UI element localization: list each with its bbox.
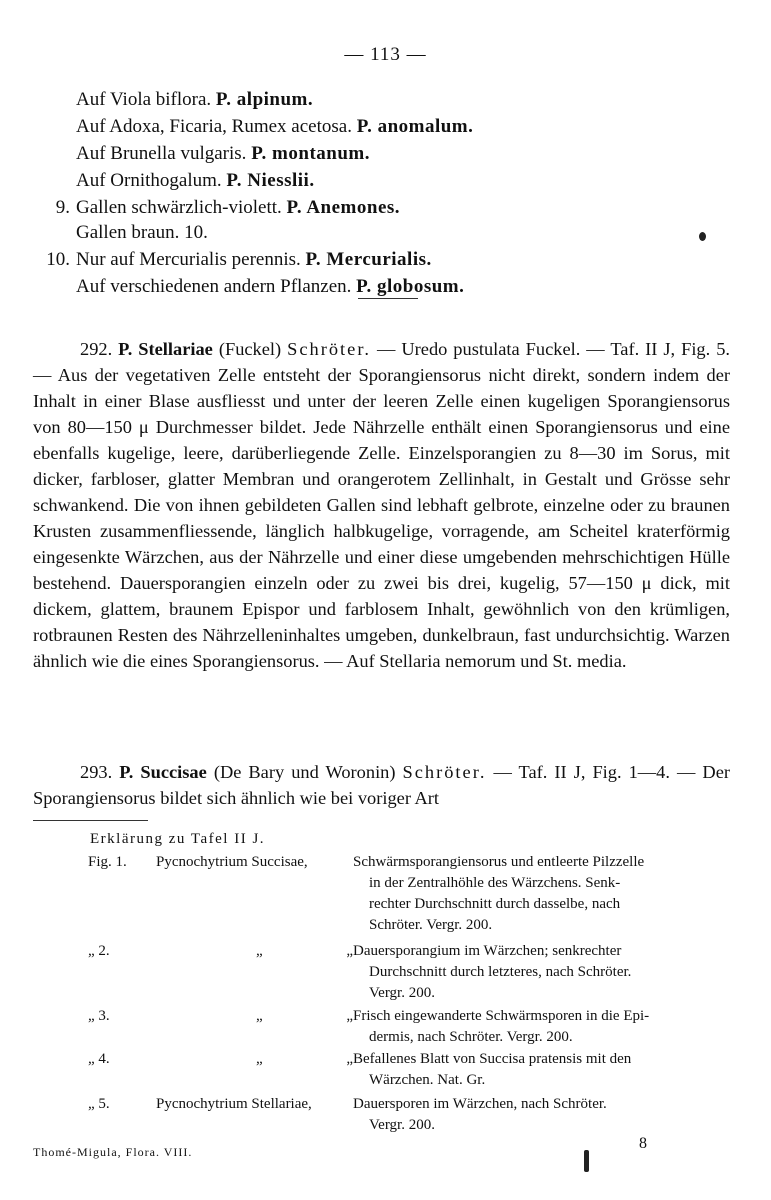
sheet-number: 8 bbox=[639, 1135, 647, 1152]
book-signature: Thomé-Migula, Flora. VIII. bbox=[33, 1145, 193, 1159]
ink-speck bbox=[699, 232, 706, 241]
species-paragraph: 293. P. Succisae (De Bary und Woronin) Schröter. — Taf. II J, Fig. 1—4. — Der Sporangiensorus bildet sich ähnlich wie bei voriger Art bbox=[33, 762, 730, 808]
key-line: Auf Adoxa, Ficaria, Rumex acetosa. P. anomalum. bbox=[76, 116, 474, 137]
species-author: Schröter. bbox=[402, 762, 487, 782]
book-page: — 113 — Auf Viola biflora. P. alpinum. Auf Adoxa, Ficaria, Rumex acetosa. P. anomalum. Auf Brunella vulgaris. P. montanum. Auf Ornithogalum. P. Niesslii. 9. Gallen schwärzlich-violett. P. Anemones. Gallen braun. 10. 10. Nur auf Mercurialis perennis. P. Mercurialis. Auf verschiedenen andern Pflanzen. P. globosum. 292. P. Stellariae (Fuckel) Schröter. — Uredo pustulata Fuckel. — Taf. II J, Fig. 5. — Aus der vegetativen Zelle entsteht der Sporangiensorus nicht direkt, sondern indem der Inhalt in einer Blase ausfliesst und unter der leeren Zelle einen kugeligen Sporangiensorus von 80—150 μ Durchmesser bildet. Jede Nährzelle enthält einen Sporangiensorus und eine ebenfalls kugelige, leere, darüberliegende Zelle. Einzelsporangien zu 8—30 im Sorus, mit dicker, farbloser, glatter Membran und orangerotem Zellinhalt, in Gestalt und Grösse sehr schwankend. Die von ihnen gebildeten Gallen sind lebhaft gelbrote, einzelne oder zu braunen Krusten zusammenfliessende, länglich halbkugelige, vorragende, am Scheitel kraterförmig eingesenkte Wärzchen, aus der Nährzelle und einer diese umgebenden mehrschichtigen Hülle bestehend. Dauersporangien einzeln oder zu zwei bis drei, kugelig, 57—150 μ dick, mit dickem, glattem, braunem Epispor und farblosem Inhalt, gewöhnlich von den krümligen, rotbraunen Resten des Nährzelleninhaltes umgeben, dunkelbraun, fast undurchsichtig. Warzen ähnlich wie die eines Sporangiensorus. — Auf Stellaria nemorum und St. media. 293. P. Succisae (De Bary und Woronin) Schröter. — Taf. II J, Fig. 1—4. — Der Sporangiensorus bildet sich ähnlich wie bei voriger Art Erklärung zu Tafel II J. Fig. 1. Pycnochytrium Succisae, Schwärmsporangiensorus und entleerte Pilzzelle in der Zentralhöhle des Wärzchens. Senk- rechter Durchschnitt durch dasselbe, nach Schröter. Vergr. 200. „ 2. „ „ Dauersporangium im Wärzchen; senkrechter Durchschnitt durch letzteres, nach Schröter. Vergr. 200. „ 3. „ „ Frisch eingewanderte Schwärmsporen in die Epi- dermis, nach Schröter. Vergr. 200. „ 4. „ „ Befallenes Blatt von Succisa pratensis mit den Wärzchen. Nat. Gr. „ 5. Pycnochytrium Stellariae, Dauersporen im Wärzchen, nach Schröter. Vergr. 200. Thomé-Migula, Flora. VIII. 8 bbox=[0, 0, 771, 1200]
key-line: 10. Nur auf Mercurialis perennis. P. Mercurialis. bbox=[46, 249, 432, 270]
species-author-paren: (Fuckel) bbox=[218, 339, 282, 359]
species-name: P. Stellariae bbox=[118, 339, 213, 359]
key-line: Auf Brunella vulgaris. P. montanum. bbox=[76, 143, 370, 164]
species-description: — Uredo pustulata Fuckel. — Taf. II J, Fig. 5. — Aus der vegetativen Zelle entsteht der Sporangiensorus nicht direkt, sondern indem der Inhalt in einer Blase ausfliesst und unter der leeren Zelle einen kugeligen Sporangiensorus von 80—150 μ Durchmesser bildet. Jede Nährzelle enthält einen Sporangiensorus und eine ebenfalls kugelige, leere, darüberliegende Zelle. Einzelsporangien zu 8—30 im Sorus, mit dicker, farbloser, glatter Membran und orangerotem Zellinhalt, in Gestalt und Grösse sehr schwankend. Die von ihnen gebildeten Gallen sind lebhaft gelbrote, einzelne oder zu braunen Krusten zusammenfliessende, länglich halbkugelige, vorragende, am Scheitel kraterförmig eingesenkte Wärzchen, aus der Nährzelle und einer diese umgebenden mehrschichtigen Hülle bestehend. Dauersporangien einzeln oder zu zwei bis drei, kugelig, 57—150 μ dick, mit dickem, glattem, braunem Epispor und farblosem Inhalt, gewöhnlich von den krümligen, rotbraunen Resten des Nährzelleninhaltes umgeben, dunkelbraun, fast undurchsichtig. Warzen ähnlich wie die eines Sporangiensorus. — Auf Stellaria nemorum und St. media. bbox=[33, 339, 730, 671]
key-line: Auf verschiedenen andern Pflanzen. P. globosum. bbox=[76, 276, 465, 297]
section-divider bbox=[358, 298, 418, 299]
species-author: Schröter. bbox=[287, 339, 372, 359]
plate-caption-title: Erklärung zu Tafel II J. bbox=[90, 831, 266, 847]
key-line: Auf Viola biflora. P. alpinum. bbox=[76, 89, 314, 110]
page-number: — 113 — bbox=[344, 44, 427, 65]
species-293-entry bbox=[33, 759, 730, 811]
key-line: Auf Ornithogalum. P. Niesslii. bbox=[76, 170, 315, 191]
ink-speck bbox=[584, 1150, 589, 1172]
species-name: P. Succisae bbox=[119, 762, 207, 782]
species-author-paren: (De Bary und Woronin) bbox=[213, 762, 396, 782]
species-description: — Taf. II J, Fig. 1—4. — Der Sporangiensorus bildet sich ähnlich wie bei voriger Art bbox=[33, 762, 730, 808]
key-line: Gallen braun. 10. bbox=[76, 222, 208, 243]
species-292-entry bbox=[33, 336, 730, 674]
key-line: 9. Gallen schwärzlich-violett. P. Anemones. bbox=[55, 197, 401, 218]
footnote-divider bbox=[33, 820, 148, 821]
species-paragraph: 292. P. Stellariae (Fuckel) Schröter. — Uredo pustulata Fuckel. — Taf. II J, Fig. 5. — Aus der vegetativen Zelle entsteht der Sporangiensorus nicht direkt, sondern indem der Inhalt in einer Blase ausfliesst und unter der leeren Zelle einen kugeligen Sporangiensorus von 80—150 μ Durchmesser bildet. Jede Nährzelle enthält einen Sporangiensorus und eine ebenfalls kugelige, leere, darüberliegende Zelle. Einzelsporangien zu 8—30 im Sorus, mit dicker, farbloser, glatter Membran und orangerotem Zellinhalt, in Gestalt und Grösse sehr schwankend. Die von ihnen gebildeten Gallen sind lebhaft gelbrote, einzelne oder zu braunen Krusten zusammenfliessende, länglich halbkugelige, vorragende, am Scheitel kraterförmig eingesenkte Wärzchen, aus der Nährzelle und einer diese umgebenden mehrschichtigen Hülle bestehend. Dauersporangien einzeln oder zu zwei bis drei, kugelig, 57—150 μ dick, mit dickem, glattem, braunem Epispor und farblosem Inhalt, gewöhnlich von den krümligen, rotbraunen Resten des Nährzelleninhaltes umgeben, dunkelbraun, fast undurchsichtig. Warzen ähnlich wie die eines Sporangiensorus. — Auf Stellaria nemorum und St. media. bbox=[33, 339, 730, 671]
